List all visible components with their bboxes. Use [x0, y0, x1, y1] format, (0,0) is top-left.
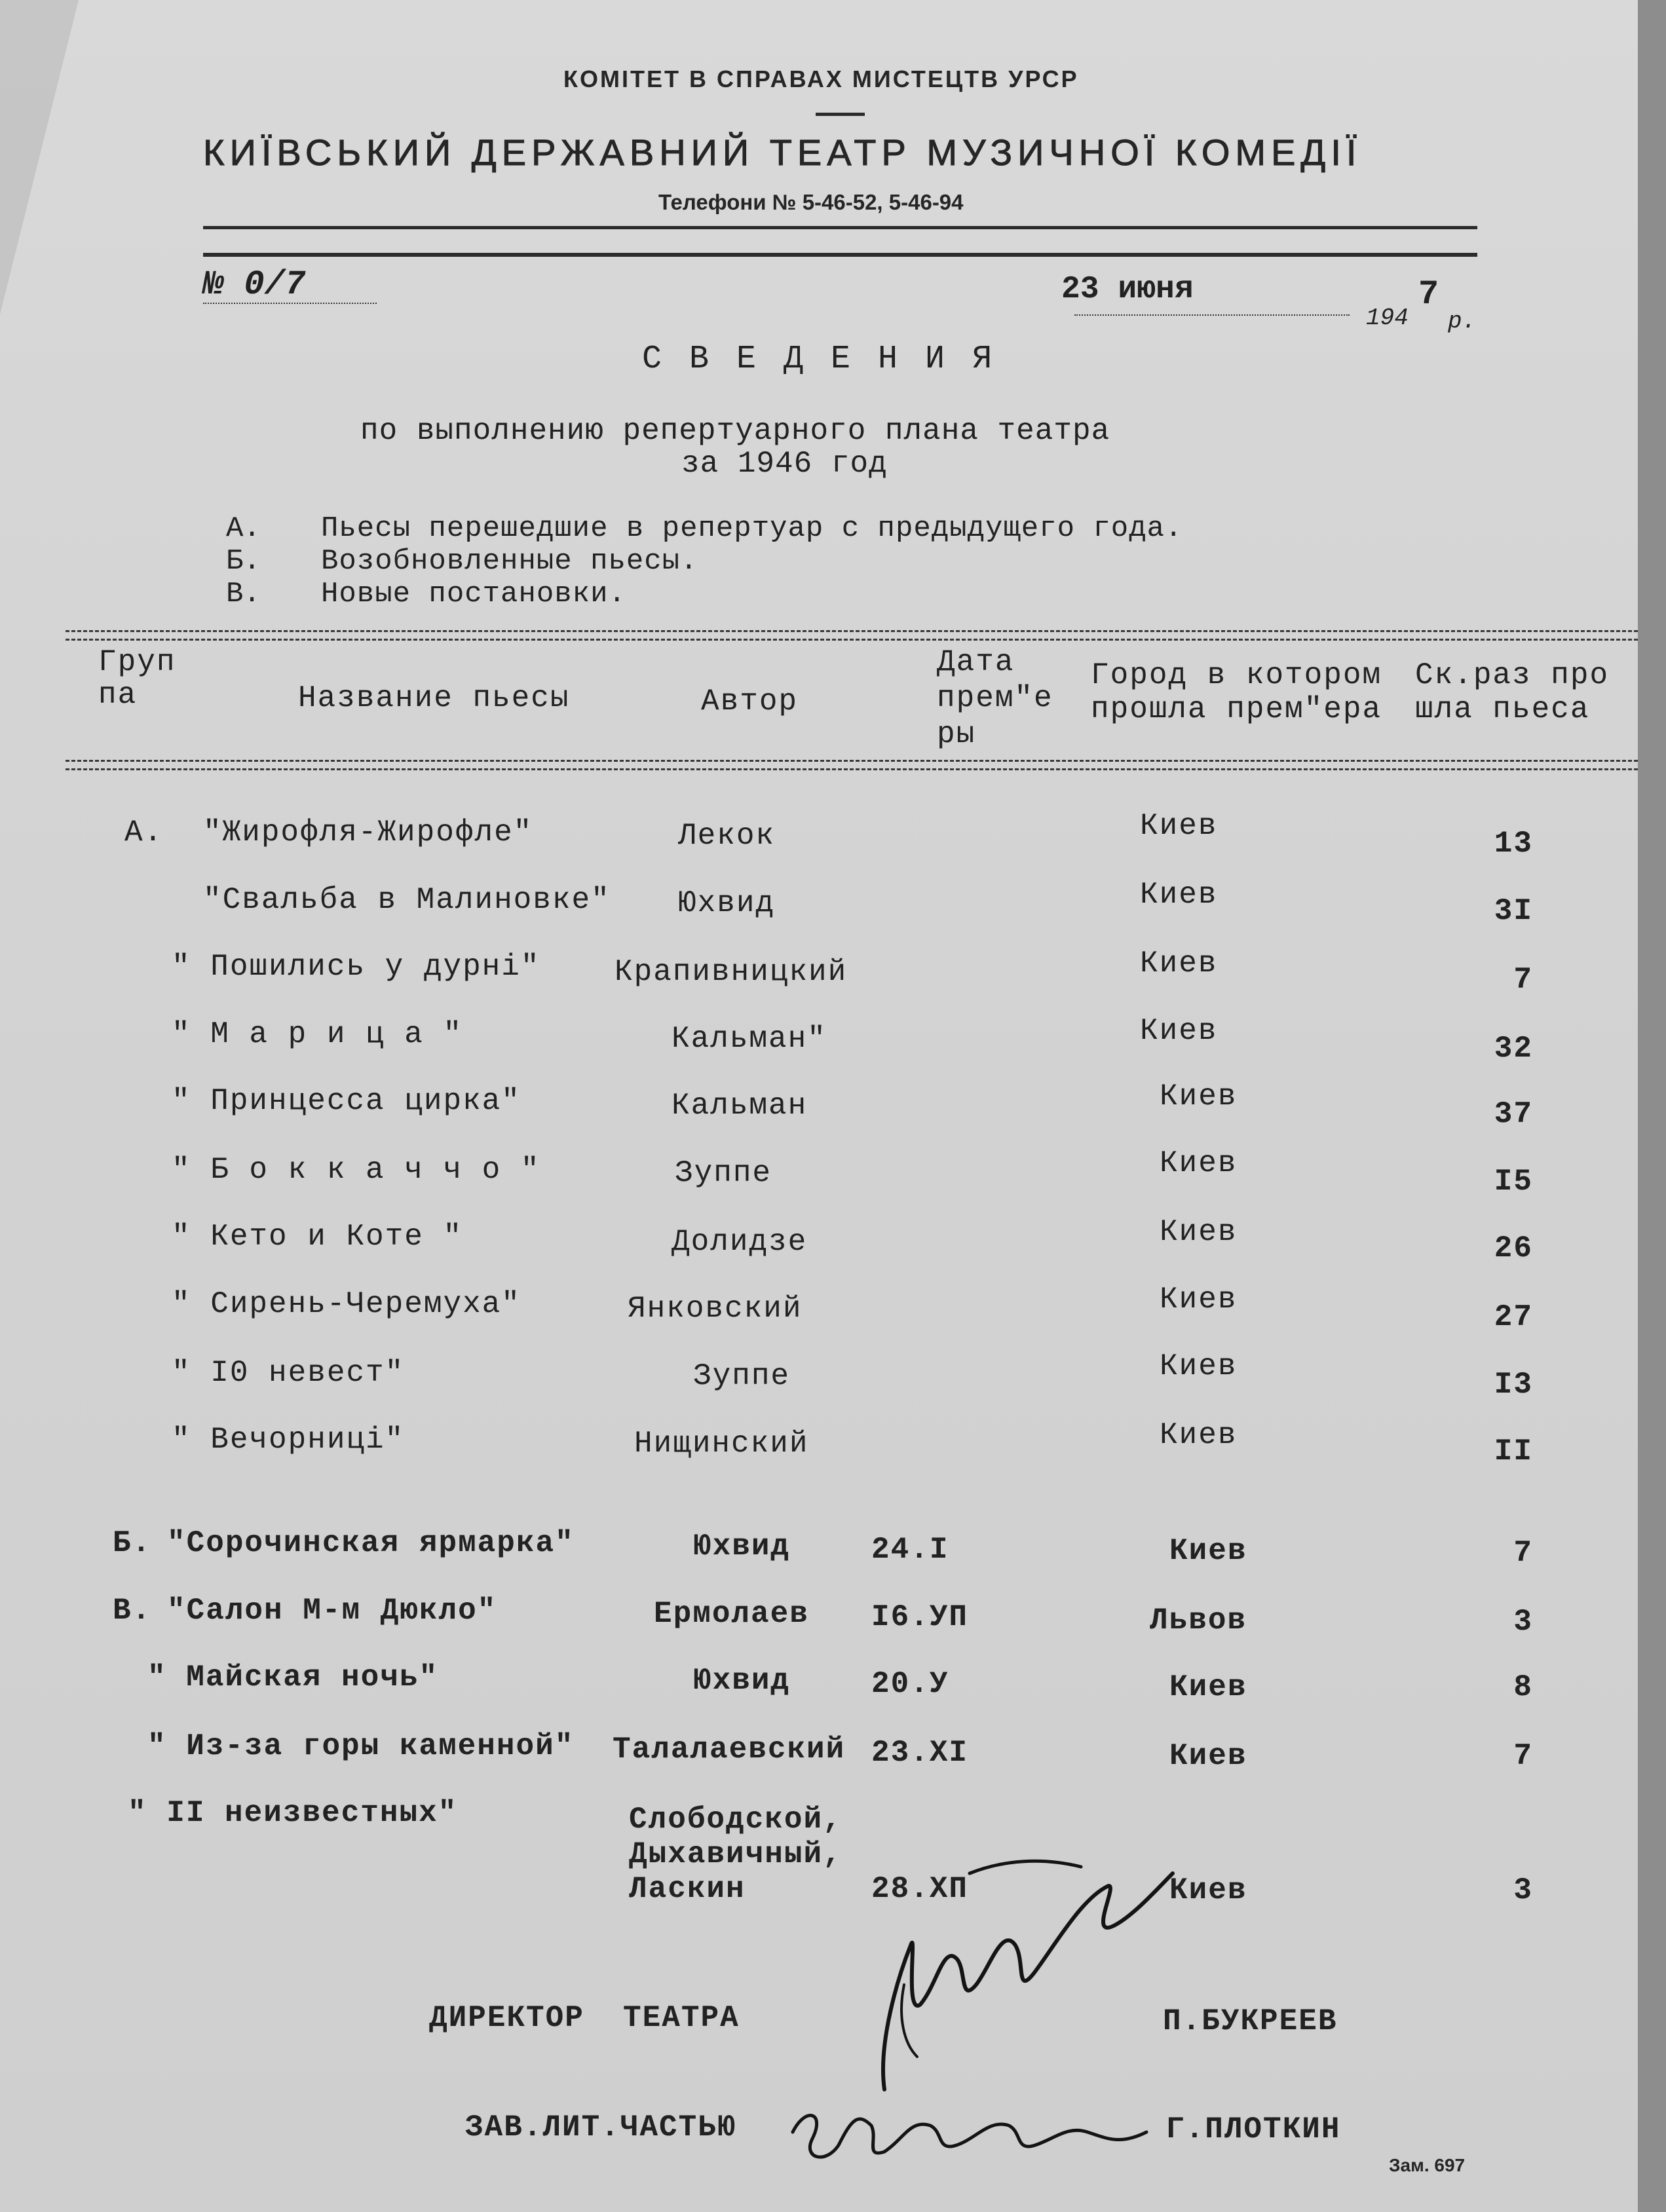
header-date: ры — [937, 717, 976, 751]
row-city: Киев — [1160, 1146, 1238, 1180]
director-signature — [806, 1847, 1199, 2096]
row-count: 7 — [1513, 1739, 1533, 1773]
row-title: " Вечорниці" — [172, 1423, 405, 1457]
row-city: Киев — [1169, 1873, 1247, 1907]
row-title: " Принцесса цирка" — [172, 1084, 521, 1118]
row-count: 8 — [1513, 1670, 1533, 1704]
row-city: Киев — [1140, 1014, 1218, 1048]
header-city: Город в котором — [1091, 658, 1382, 692]
row-title: " Майская ночь" — [147, 1660, 439, 1695]
header-author: Автор — [701, 684, 799, 719]
scan-edge — [1638, 0, 1666, 2212]
row-author: Ермолаев — [654, 1597, 809, 1631]
director-name: П.БУКРЕЕВ — [1163, 2004, 1338, 2038]
row-date: I6.УП — [871, 1600, 969, 1634]
paper-fold — [0, 0, 79, 314]
director-role: ДИРЕКТОР ТЕАТРА — [429, 2001, 740, 2035]
row-city: Львов — [1150, 1603, 1247, 1638]
phones-line: Телефони № 5-46-52, 5-46-94 — [658, 190, 964, 214]
row-count: 32 — [1494, 1032, 1533, 1066]
document-number: № 0/7 — [203, 265, 306, 304]
header-count: Ск.раз про — [1415, 658, 1610, 692]
subtitle-line-1: по выполнению репертуарного плана театра — [360, 414, 1110, 448]
legend-text: Возобновленные пьесы. — [321, 545, 698, 578]
row-group: В. — [113, 1594, 152, 1628]
number-underline — [203, 303, 377, 304]
row-author: Слободской, — [629, 1803, 842, 1837]
row-title: "Жирофля-Жирофле" — [203, 815, 533, 850]
header-group: Груп — [98, 645, 176, 679]
row-author: Юхвид — [693, 1529, 791, 1564]
row-author: Зуппе — [693, 1359, 791, 1393]
legend-text: Пьесы перешедшие в репертуар с предыдущего года. — [321, 512, 1183, 545]
row-count: 7 — [1513, 963, 1533, 997]
row-city: Киев — [1169, 1670, 1247, 1704]
theatre-name: КИЇВСЬКИЙ ДЕРЖАВНИЙ ТЕАТР МУЗИЧНОЇ КОМЕДІЇ — [203, 132, 1362, 173]
row-author: Дыхавичный, — [629, 1837, 842, 1871]
row-group: Б. — [113, 1526, 152, 1560]
row-city: Киев — [1160, 1283, 1238, 1317]
letterhead-rule-1 — [203, 226, 1477, 229]
year-digit: 7 — [1418, 275, 1439, 314]
table-top-rule — [66, 630, 1638, 641]
document-title: С В Е Д Е Н И Я — [642, 341, 996, 378]
date-underline — [1074, 314, 1350, 316]
legend-letter: Б. — [226, 545, 261, 578]
row-author: Зуппе — [675, 1156, 772, 1190]
row-title: "Сорочинская ярмарка" — [167, 1526, 575, 1560]
letterhead-rule-2 — [203, 253, 1477, 257]
footer-note: Зам. 697 — [1389, 2155, 1466, 2175]
row-count: 7 — [1513, 1536, 1533, 1570]
row-title: "Салон М-м Дюкло" — [167, 1594, 497, 1628]
row-city: Киев — [1140, 809, 1218, 843]
header-group: па — [98, 678, 138, 712]
header-count: шла пьеса — [1415, 692, 1590, 726]
row-date: 24.I — [871, 1533, 949, 1567]
row-city: Киев — [1140, 878, 1218, 912]
header-date: прем"е — [937, 681, 1053, 715]
legend-letter: А. — [226, 512, 261, 545]
row-author: Кальман — [672, 1089, 808, 1123]
row-city: Киев — [1160, 1215, 1238, 1249]
row-count: 3I — [1494, 894, 1533, 928]
row-title: " Сирень-Черемуха" — [172, 1287, 521, 1321]
row-author: Ласкин — [629, 1872, 746, 1906]
row-city: Киев — [1169, 1739, 1247, 1773]
row-title: " Кето и Коте " — [172, 1220, 463, 1254]
row-city: Киев — [1160, 1418, 1238, 1452]
lit-role: ЗАВ.ЛИТ.ЧАСТЬЮ — [465, 2110, 737, 2145]
legend-text: Новые постановки. — [321, 578, 626, 610]
committee-line: КОМІТЕТ В СПРАВАХ МИСТЕЦТВ УРСР — [563, 66, 1079, 92]
document-date: 23 июня — [1061, 272, 1194, 307]
row-date: 23.XI — [871, 1736, 969, 1770]
row-title: " Б о к к а ч ч о " — [172, 1153, 540, 1187]
year-suffix: р. — [1448, 308, 1477, 335]
row-count: I3 — [1494, 1368, 1533, 1402]
subtitle-line-2: за 1946 год — [681, 447, 888, 481]
row-author: Юхвид — [678, 886, 776, 920]
row-count: 27 — [1494, 1300, 1533, 1334]
row-author: Юхвид — [693, 1664, 791, 1698]
lit-signature — [780, 2093, 1186, 2178]
row-date: 20.У — [871, 1667, 949, 1701]
table-header-rule — [66, 760, 1638, 770]
row-date: 28.ХП — [871, 1872, 969, 1906]
row-author: Нищинский — [634, 1427, 809, 1461]
row-city: Киев — [1160, 1079, 1238, 1114]
committee-underline — [816, 113, 865, 116]
row-title: "Свальба в Малиновке" — [203, 883, 611, 917]
row-title: " Пошились у дурні" — [172, 950, 540, 984]
row-author: Кальман" — [672, 1022, 827, 1056]
row-count: 26 — [1494, 1231, 1533, 1265]
row-group: А. — [124, 815, 164, 850]
row-city: Киев — [1169, 1534, 1247, 1568]
row-city: Киев — [1160, 1349, 1238, 1383]
header-date: Дата — [937, 645, 1015, 679]
header-title: Название пьесы — [298, 681, 570, 715]
row-title: " М а р и ц а " — [172, 1017, 463, 1051]
row-author: Янковский — [628, 1292, 803, 1326]
row-city: Киев — [1140, 947, 1218, 981]
row-title: " I0 невест" — [172, 1356, 405, 1390]
row-title: " II неизвестных" — [128, 1796, 458, 1830]
row-count: 3 — [1513, 1873, 1533, 1907]
row-author: Лекок — [678, 819, 776, 853]
row-count: 3 — [1513, 1605, 1533, 1639]
legend-letter: В. — [226, 578, 261, 610]
row-count: 37 — [1494, 1097, 1533, 1131]
year-prefix: 194 — [1366, 305, 1409, 331]
row-count: 13 — [1494, 827, 1533, 861]
row-count: II — [1494, 1434, 1533, 1469]
row-author: Талалаевский — [613, 1733, 846, 1767]
row-count: I5 — [1494, 1165, 1533, 1199]
row-title: " Из-за горы каменной" — [147, 1729, 575, 1763]
row-author: Долидзе — [672, 1225, 808, 1259]
header-city: прошла прем"ера — [1091, 692, 1382, 726]
row-author: Крапивницкий — [615, 955, 848, 989]
lit-name: Г.ПЛОТКИН — [1166, 2112, 1341, 2146]
